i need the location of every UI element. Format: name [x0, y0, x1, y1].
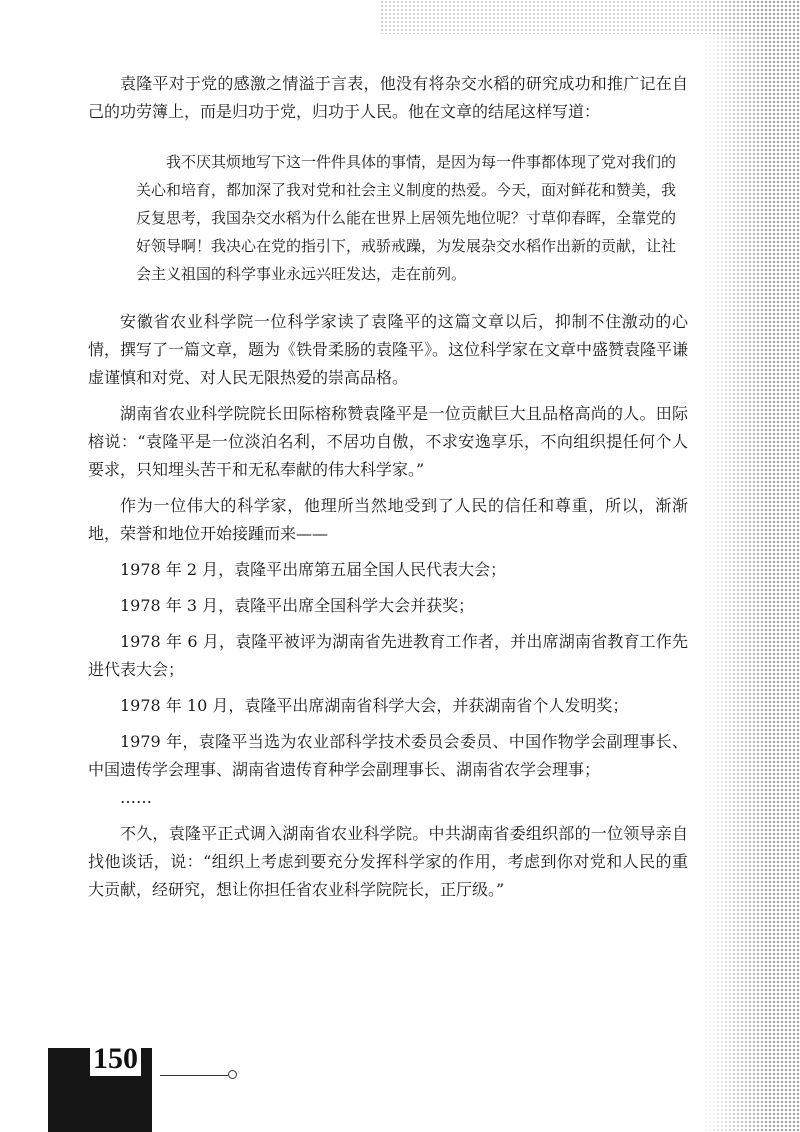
paragraph: 湖南省农业科学院院长田际榕称赞袁隆平是一位贡献巨大且品格高尚的人。田际榕说：“袁隆平是一位淡泊名利，不居功自傲，不求安逸享乐，不向组织提任何个人要求，只知埋头苦干和无私奉献的伟大科学家。” — [88, 404, 688, 479]
list-item: 1978 年 3 月，袁隆平出席全国科学大会并获奖； — [120, 596, 475, 615]
page-body — [88, 70, 688, 904]
list-item: 1978 年 6 月，袁隆平被评为湖南省先进教育工作者，并出席湖南省教育工作先进代表大会； — [88, 632, 688, 679]
list-item: 1978 年 2 月，袁隆平出席第五届全国人民代表大会； — [120, 560, 507, 579]
block-quote — [136, 148, 676, 288]
quote-text: 我不厌其烦地写下这一件件具体的事情，是因为每一件事都体现了党对我们的关心和培育，都加深了我对党和社会主义制度的热爱。今天，面对鲜花和赞美，我反复思考，我国杂交水稻为什么能在世界上居领先地位呢？寸草仰春晖，全靠党的好领导啊！我决心在党的指引下，戒骄戒躁，为发展杂交水稻作出新的贡献，让社会主义祖国的科学事业永远兴旺发达，走在前列。 — [136, 153, 677, 283]
ellipsis: …… — [120, 788, 152, 807]
paragraph: 作为一位伟大的科学家，他理所当然地受到了人民的信任和尊重，所以，渐渐地，荣誉和地位开始接踵而来—— — [88, 496, 688, 543]
list-item: 1979 年，袁隆平当选为农业部科学技术委员会委员、中国作物学会副理事长、中国遗传学会理事、湖南省遗传育种学会副理事长、湖南省农学会理事； — [88, 732, 688, 779]
paragraph: 不久，袁隆平正式调入湖南省农业科学院。中共湖南省委组织部的一位领导亲自找他谈话，说：“组织上考虑到要充分发挥科学家的作用，考虑到你对党和人民的重大贡献，经研究，想让你担任省农业科学院院长，正厅级。” — [88, 824, 688, 899]
page-number: 150 — [90, 1042, 141, 1076]
page-footer — [0, 1028, 800, 1132]
list-item: 1978 年 10 月，袁隆平出席湖南省科学大会，并获湖南省个人发明奖； — [120, 696, 629, 715]
paragraph: 安徽省农业科学院一位科学家读了袁隆平的这篇文章以后，抑制不住激动的心情，撰写了一篇文章，题为《铁骨柔肠的袁隆平》。这位科学家在文章中盛赞袁隆平谦虚谨慎和对党、对人民无限热爱的崇高品格。 — [88, 312, 689, 387]
scan-noise-right — [700, 0, 800, 1132]
footer-rule — [160, 1075, 228, 1076]
footer-circle-icon — [228, 1070, 237, 1079]
paragraph: 袁隆平对于党的感激之情溢于言表，他没有将杂交水稻的研究成功和推广记在自己的功劳簿上，而是归功于党，归功于人民。他在文章的结尾这样写道： — [88, 74, 688, 121]
